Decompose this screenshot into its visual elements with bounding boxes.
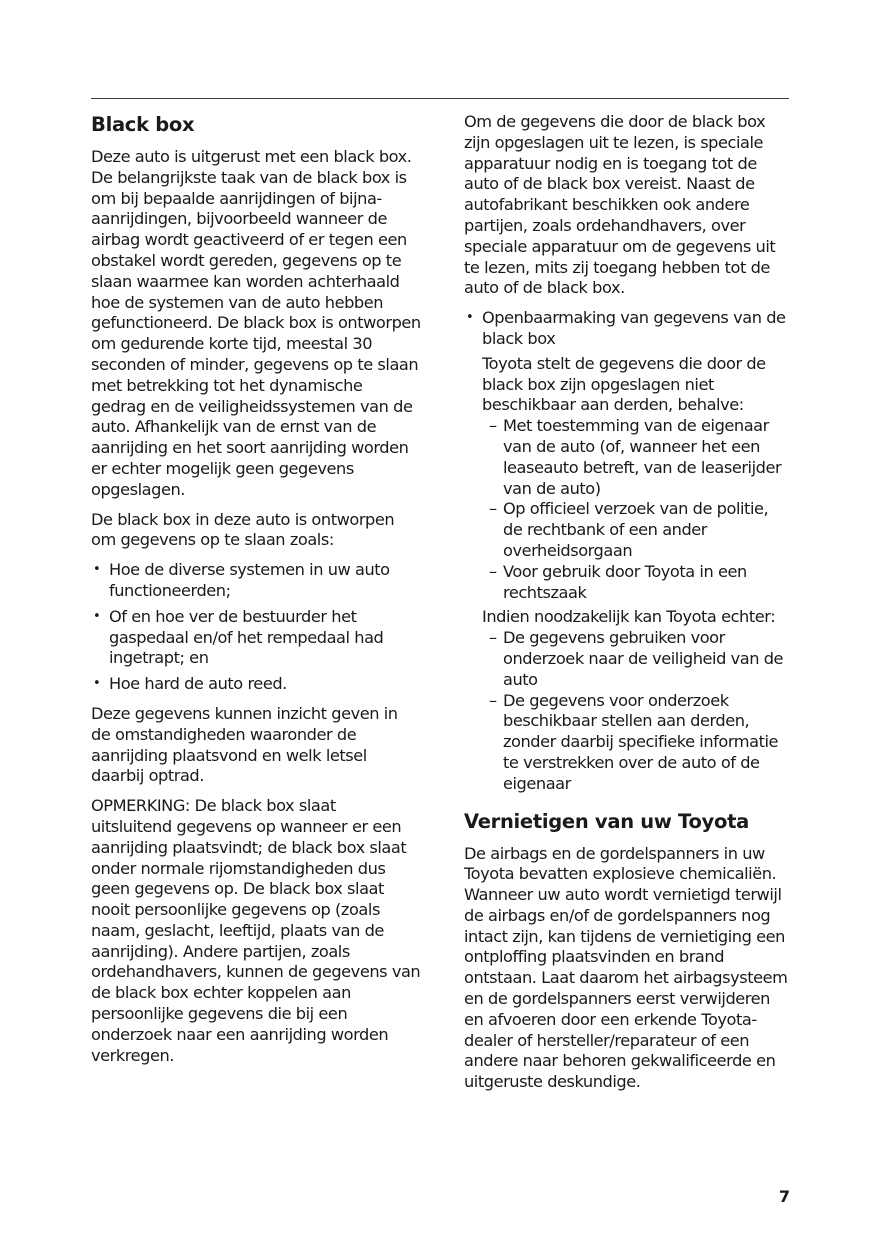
- list-item-title: • Openbaarmaking van gegevens van de black box: [482, 308, 786, 348]
- dash-item: – Met toestemming van de eigenaar van de auto (of, wanneer het een leaseauto betreft, van de leaserijder van de auto): [489, 416, 789, 499]
- dash-item: – De gegevens voor onderzoek beschikbaar stellen aan derden, zonder daarbij specifieke informatie te verstrekken over de auto of de eigenaar: [489, 691, 789, 795]
- list-item: • Hoe hard de auto reed.: [91, 674, 421, 695]
- bullet-list: [464, 308, 789, 794]
- dash-list: [482, 416, 789, 603]
- list-item: • Hoe de diverse systemen in uw auto functioneerden;: [91, 560, 421, 602]
- list-item: • Of en hoe ver de bestuurder het gaspedaal en/of het rempedaal had ingetrapt; en: [91, 607, 421, 669]
- paragraph-note: OPMERKING: De black box slaat uitsluitend gegevens op wanneer er een aanrijding plaatsvindt; de black box slaat onder normale rijomstandigheden dus geen gegevens op. De black box slaat nooit persoonlijke gegevens op (zoals naam, geslacht, leeftijd, plaats van de aanrijding). Andere partijen, zoals ordehandhavers, kunnen de gegevens van de black box echter koppelen aan persoonlijke gegevens die bij een onderzoek naar een aanrijding worden verkregen.: [91, 796, 421, 1065]
- dash-item: – Voor gebruik door Toyota in een rechtszaak: [489, 562, 789, 604]
- right-column: [464, 112, 789, 1102]
- heading-black-box: Black box: [91, 113, 195, 136]
- dash-list: [482, 628, 789, 794]
- dash-item: – De gegevens gebruiken voor onderzoek naar de veiligheid van de auto: [489, 628, 789, 690]
- list-item-intro: Indien noodzakelijk kan Toyota echter:: [482, 607, 776, 627]
- list-item-disclosure: [464, 308, 789, 794]
- list-item-intro: Toyota stelt de gegevens die door de black box zijn opgeslagen niet beschikbaar aan derden, behalve:: [482, 353, 766, 415]
- paragraph: De black box in deze auto is ontworpen om gegevens op te slaan zoals:: [91, 509, 395, 550]
- left-column: [91, 112, 421, 1075]
- paragraph: De airbags en de gordelspanners in uw Toyota bevatten explosieve chemicaliën. Wanneer uw auto wordt vernietigd terwijl de airbags en/of de gordelspanners nog intact zijn, kan tijdens de vernietiging een ontploffing plaatsvinden en brand ontstaan. Laat daarom het airbagsysteem en de gordelspanners eerst verwijderen en afvoeren door een erkende Toyota-dealer of hersteller/reparateur of een andere naar behoren gekwalificeerde en uitgeruste deskundige.: [464, 843, 788, 1092]
- header-rule: [91, 98, 789, 99]
- bullet-list: [91, 560, 421, 695]
- paragraph: Deze auto is uitgerust met een black box. De belangrijkste taak van de black box is om bij bepaalde aanrijdingen of bijna-aanrijdingen, bijvoorbeeld wanneer de airbag wordt geactiveerd of er tegen een obstakel wordt gereden, gegevens op te slaan waarmee kan worden achterhaald hoe de systemen van de auto hebben gefunctioneerd. De black box is ontworpen om gedurende korte tijd, meestal 30 seconden of minder, gegevens op te slaan met betrekking tot het dynamische gedrag en de veiligheidssystemen van de auto. Afhankelijk van de ernst van de aanrijding en het soort aanrijding worden er echter mogelijk geen gegevens opgeslagen.: [91, 147, 421, 499]
- dash-item: – Op officieel verzoek van de politie, de rechtbank of een ander overheidsorgaan: [489, 499, 789, 561]
- page-number: 7: [778, 1187, 790, 1206]
- paragraph: Om de gegevens die door de black box zijn opgeslagen uit te lezen, is speciale apparatuur nodig en is toegang tot de auto of de black box vereist. Naast de autofabrikant beschikken ook andere partijen, zoals ordehandhavers, over speciale apparatuur om de gegevens uit te lezen, mits zij toegang hebben tot de auto of de black box.: [464, 112, 776, 298]
- heading-vernietigen: Vernietigen van uw Toyota: [464, 809, 749, 833]
- paragraph: Deze gegevens kunnen inzicht geven in de omstandigheden waaronder de aanrijding plaatsvond en welk letsel daarbij optrad.: [91, 703, 398, 786]
